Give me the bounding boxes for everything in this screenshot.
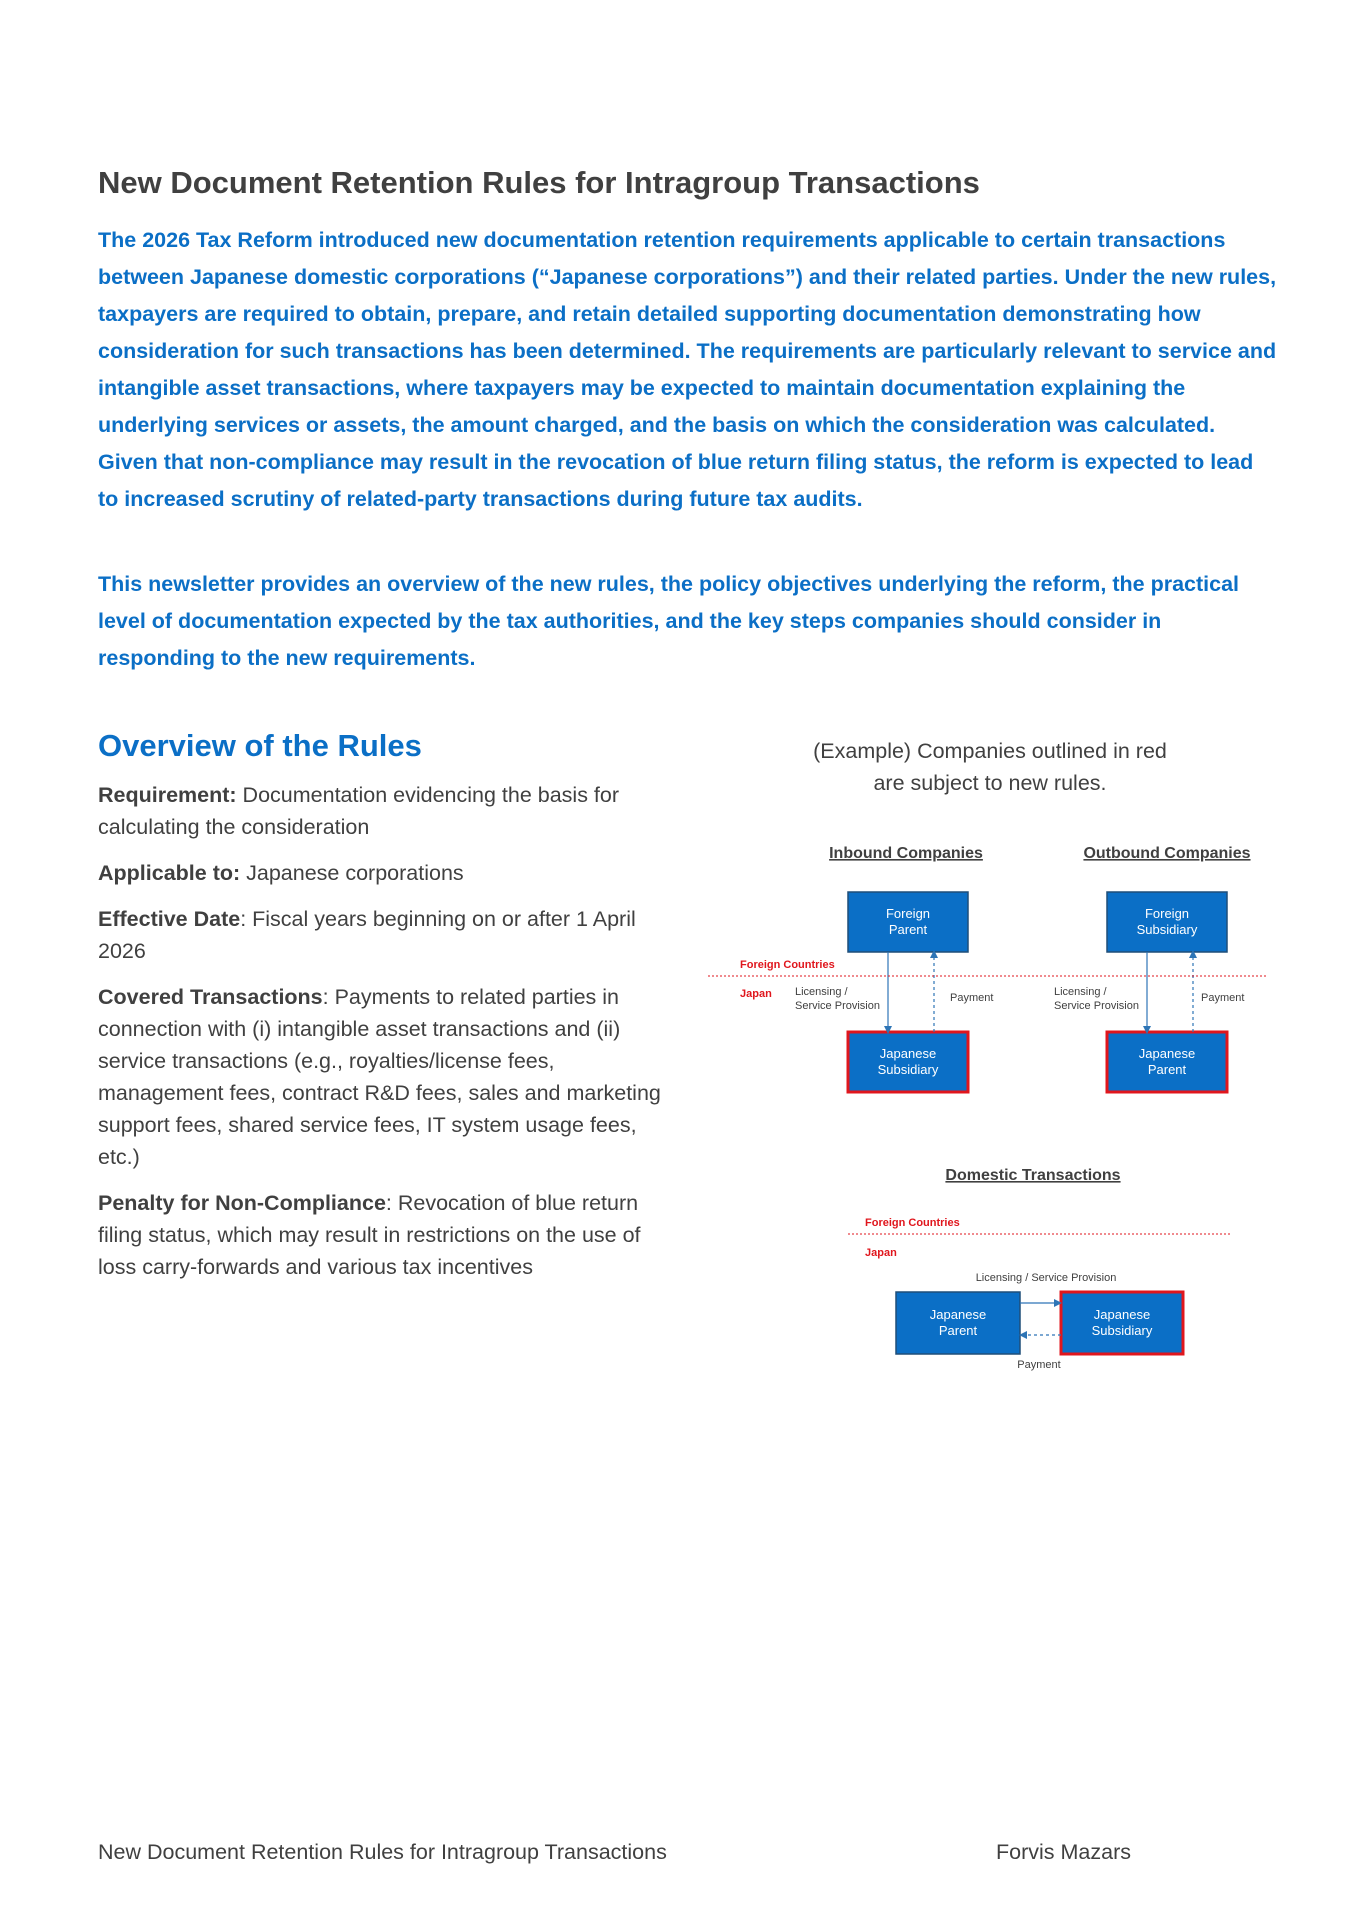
box-label: Japanese [929,1307,987,1322]
footer-company: Forvis Mazars [996,1840,1131,1864]
rule-text: Japanese corporations [240,861,464,885]
domestic-heading: Domestic Transactions [945,1167,1121,1184]
box-label: Japanese [879,1046,937,1061]
intro-paragraph: The 2026 Tax Reform introduced new documentation retention requirements applicable to certain transactions between Japanese domestic corporations (“Japanese corporations”) and their related parties. Under the new rules, taxpayers are required to obtain, prepare, and retain detailed supporting documentation demonstrating how consideration for such transactions has been determined. The requirements are particularly relevant to service and intangible asset transactions, where taxpayers may be expected to maintain documentation explaining the underlying services or assets, the amount charged, and the basis on which the consideration was calculated. Given that non-compliance may result in the revocation of blue return filing status, the reform is expected to lead to increased scrutiny of related-party transactions during future tax audits. [98,228,1277,511]
foreign-countries-label: Foreign Countries [740,959,835,971]
licensing-label: Licensing / Service Provision [975,1272,1117,1284]
rule-text: : Fiscal years beginning on or after 1 April 2026 [98,907,636,963]
rule-label: Penalty for Non-Compliance [98,1191,386,1215]
foreign-countries-label: Foreign Countries [865,1217,960,1229]
box-label: Parent [888,922,928,937]
page-title: New Document Retention Rules for Intragroup Transactions [98,165,980,200]
box-label: Japanese [1138,1046,1196,1061]
licensing-label: Service Provision [1054,1000,1139,1012]
caption-line: (Example) Companies outlined in red [813,739,1167,763]
box-label: Parent [1147,1062,1187,1077]
section-heading: Overview of the Rules [98,728,422,763]
rule-label: Effective Date [98,907,241,931]
rule-text: : Revocation of blue return filing status, which may result in restrictions on the use of loss carry-forwards and various tax incentives [98,1191,641,1279]
payment-label: Payment [950,992,994,1004]
payment-label: Payment [1017,1359,1061,1371]
box-label: Subsidiary [1136,922,1198,937]
licensing-label: Service Provision [795,1000,880,1012]
intro-paragraph: This newsletter provides an overview of the new rules, the policy objectives underlying the reform, the practical level of documentation expected by the tax authorities, and the key steps companies should consider in responding to the new requirements. [98,572,1240,670]
footer-title: New Document Retention Rules for Intragroup Transactions [98,1840,667,1864]
rule-text: Documentation evidencing the basis for calculating the consideration [98,783,620,839]
box-label: Japanese [1093,1307,1151,1322]
inbound-heading: Inbound Companies [829,845,983,862]
rule-label: Covered Transactions [98,985,323,1009]
rule-label: Requirement: [98,783,237,807]
japan-label: Japan [865,1247,897,1259]
caption-line: are subject to new rules. [873,771,1107,795]
box-label: Subsidiary [877,1062,939,1077]
payment-label: Payment [1201,992,1245,1004]
rule-text: : Payments to related parties in connection with (i) intangible asset transactions and (ii) service transactions (e.g., royalties/license fees, management fees, contract R&D fees, sales and marketing support fees, shared service fees, IT system usage fees, etc.) [98,985,661,1169]
licensing-label: Licensing / [1054,986,1107,998]
box-label: Subsidiary [1091,1323,1153,1338]
rule-label: Applicable to: [98,861,241,885]
box-label: Foreign [1144,906,1190,921]
box-label: Parent [938,1323,978,1338]
japan-label: Japan [740,988,772,1000]
licensing-label: Licensing / [795,986,848,998]
outbound-heading: Outbound Companies [1083,845,1251,862]
box-label: Foreign [885,906,931,921]
